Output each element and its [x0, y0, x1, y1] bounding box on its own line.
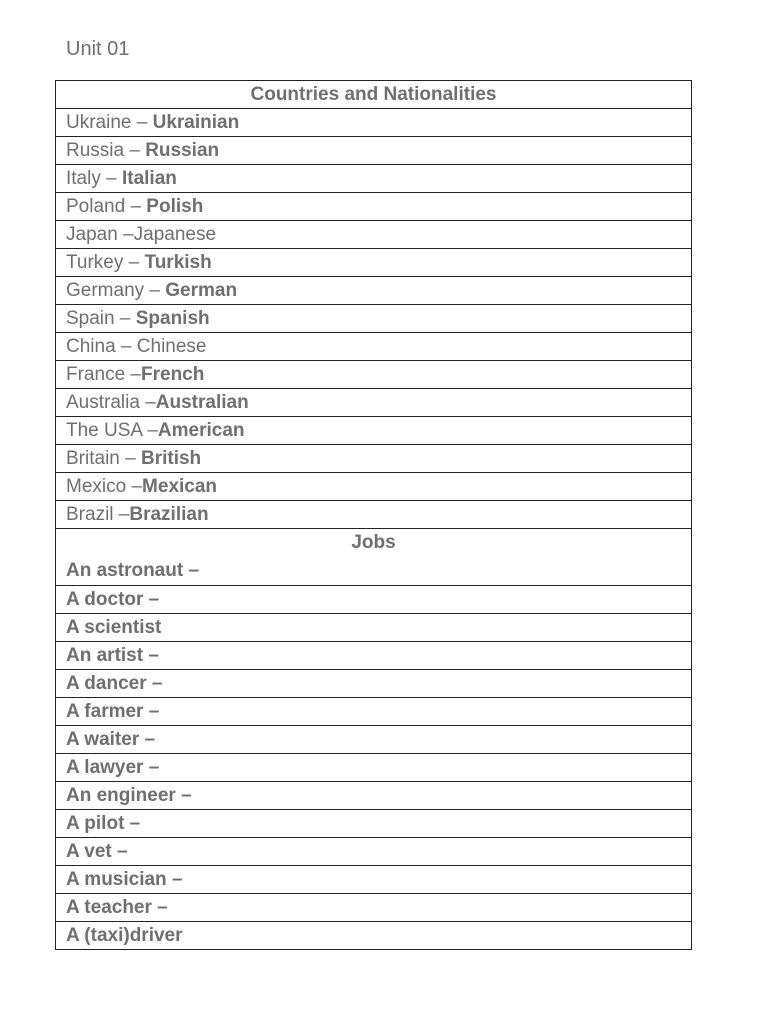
- country-cell: [56, 165, 692, 193]
- country-cell: [56, 137, 692, 165]
- job-item: A (taxi)driver: [56, 922, 692, 950]
- job-item: A waiter –: [56, 726, 692, 754]
- job-item: An engineer –: [56, 782, 692, 810]
- nationality: French: [141, 364, 205, 385]
- job-row: [56, 782, 692, 810]
- nationality: Polish: [146, 196, 204, 217]
- separator: –: [126, 476, 143, 497]
- job-row: [56, 726, 692, 754]
- vocabulary-table: [55, 80, 692, 950]
- job-item: An artist –: [56, 642, 692, 670]
- country-row: [56, 333, 692, 361]
- separator: –: [100, 168, 122, 189]
- jobs-header-cell: [56, 529, 692, 586]
- separator: –: [125, 196, 147, 217]
- vocabulary-table-body: [56, 81, 692, 950]
- country-name: Italy: [66, 168, 101, 189]
- country-row: [56, 417, 692, 445]
- country-name: Britain: [66, 448, 120, 469]
- country-name: Australia: [66, 392, 140, 413]
- countries-header: Countries and Nationalities: [56, 81, 692, 109]
- nationality: German: [165, 280, 238, 301]
- country-cell: [56, 193, 692, 221]
- unit-title: Unit 01: [66, 38, 130, 60]
- country-cell: [56, 109, 692, 137]
- country-row: [56, 361, 692, 389]
- country-name: France: [66, 364, 126, 385]
- separator: –: [115, 336, 137, 357]
- country-row: [56, 109, 692, 137]
- country-row: [56, 305, 692, 333]
- country-cell: [56, 305, 692, 333]
- separator: –: [144, 280, 166, 301]
- country-row: [56, 501, 692, 529]
- country-row: [56, 473, 692, 501]
- nationality: Ukrainian: [152, 112, 240, 133]
- jobs-header-row: [56, 529, 692, 586]
- job-item: A lawyer –: [56, 754, 692, 782]
- job-item: A teacher –: [56, 894, 692, 922]
- country-cell: [56, 473, 692, 501]
- country-cell: [56, 501, 692, 529]
- job-row: [56, 810, 692, 838]
- job-item: A doctor –: [56, 586, 692, 614]
- job-item: A dancer –: [56, 670, 692, 698]
- nationality: Mexican: [142, 476, 218, 497]
- job-row: [56, 838, 692, 866]
- job-item: A pilot –: [56, 810, 692, 838]
- job-item: A vet –: [56, 838, 692, 866]
- country-name: Turkey: [66, 252, 124, 273]
- separator: –: [124, 140, 146, 161]
- country-name: Russia: [66, 140, 125, 161]
- country-name: Ukraine: [66, 112, 132, 133]
- separator: –: [139, 392, 156, 413]
- countries-header-row: [56, 81, 692, 109]
- nationality: Japanese: [133, 224, 217, 245]
- country-cell: [56, 249, 692, 277]
- job-item: An astronaut –: [66, 560, 200, 581]
- separator: –: [114, 308, 136, 329]
- separator: –: [131, 112, 153, 133]
- nationality: Turkish: [144, 252, 212, 273]
- country-row: [56, 221, 692, 249]
- country-name: Mexico: [66, 476, 127, 497]
- country-cell: [56, 221, 692, 249]
- job-item: A scientist: [56, 614, 692, 642]
- job-item: A musician –: [56, 866, 692, 894]
- country-row: [56, 445, 692, 473]
- country-cell: [56, 445, 692, 473]
- country-cell: [56, 361, 692, 389]
- job-row: [56, 754, 692, 782]
- separator: –: [119, 448, 141, 469]
- nationality: Brazilian: [129, 504, 209, 525]
- job-row: [56, 894, 692, 922]
- country-cell: [56, 389, 692, 417]
- job-row: [56, 642, 692, 670]
- country-row: [56, 389, 692, 417]
- nationality: Australian: [155, 392, 249, 413]
- job-row: [56, 614, 692, 642]
- separator: –: [123, 252, 145, 273]
- job-row: [56, 866, 692, 894]
- country-name: The USA: [66, 420, 143, 441]
- country-row: [56, 165, 692, 193]
- country-name: Brazil: [66, 504, 114, 525]
- nationality: Spanish: [135, 308, 210, 329]
- nationality: Italian: [121, 168, 177, 189]
- country-row: [56, 193, 692, 221]
- nationality: Chinese: [136, 336, 207, 357]
- separator: –: [117, 224, 134, 245]
- country-name: Japan: [66, 224, 118, 245]
- job-row: [56, 698, 692, 726]
- country-cell: [56, 277, 692, 305]
- nationality: American: [157, 420, 245, 441]
- country-cell: [56, 333, 692, 361]
- job-row: [56, 922, 692, 950]
- country-name: Spain: [66, 308, 115, 329]
- jobs-header: Jobs: [351, 532, 396, 553]
- nationality: British: [140, 448, 202, 469]
- job-row: [56, 586, 692, 614]
- job-row: [56, 670, 692, 698]
- country-row: [56, 249, 692, 277]
- country-row: [56, 137, 692, 165]
- country-row: [56, 277, 692, 305]
- country-cell: [56, 417, 692, 445]
- country-name: China: [66, 336, 116, 357]
- country-name: Germany: [66, 280, 145, 301]
- separator: –: [125, 364, 141, 385]
- separator: –: [142, 420, 158, 441]
- nationality: Russian: [145, 140, 220, 161]
- country-name: Poland: [66, 196, 126, 217]
- separator: –: [113, 504, 130, 525]
- job-item: A farmer –: [56, 698, 692, 726]
